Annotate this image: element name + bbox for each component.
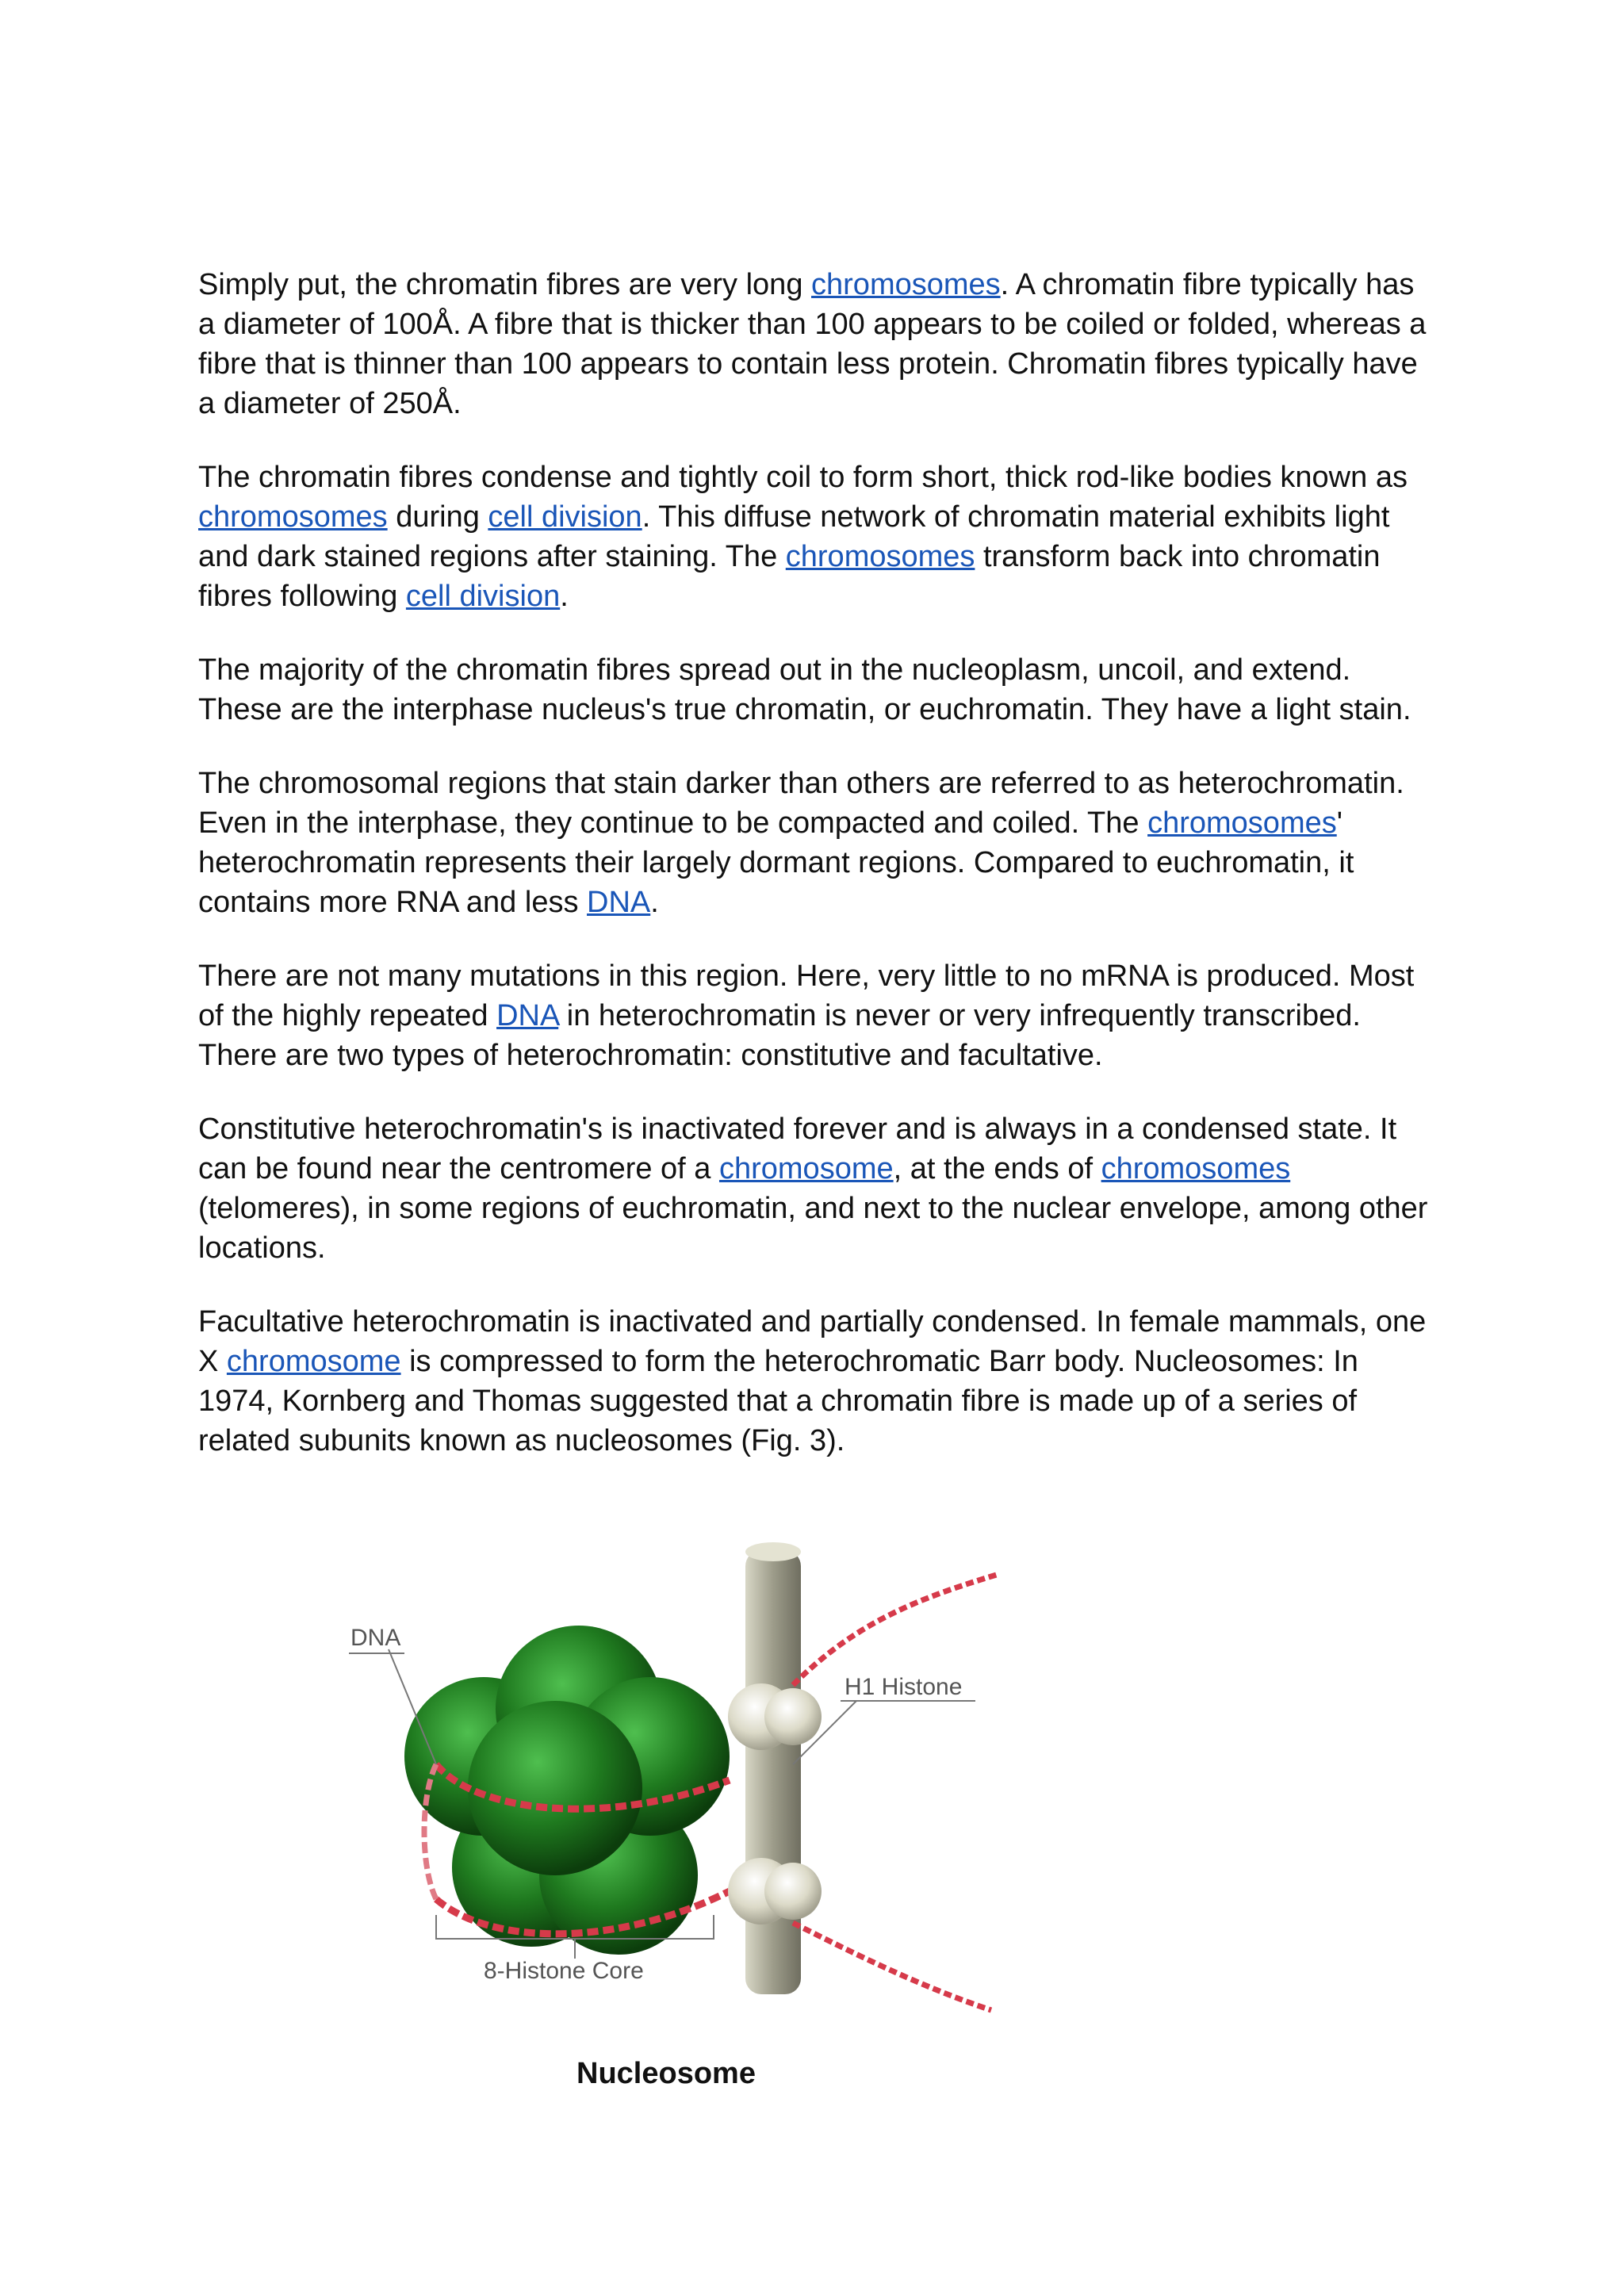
paragraph-text: during <box>387 500 488 534</box>
paragraph-text: is compressed to form the heterochromatic Barr body. Nucleosomes: In 1974, Kornberg and Thomas suggested that a chromatin fibre is made up of a series of related subunits known as nucleosomes (Fig. 3). <box>198 1345 1358 1457</box>
paragraph <box>198 265 1435 423</box>
paragraph-text: (telomeres), in some regions of euchromatin, and next to the nuclear envelope, among other locations. <box>198 1192 1428 1265</box>
histone-core-label: 8-Histone Core <box>484 1958 644 1984</box>
inline-link[interactable]: DNA <box>496 999 559 1032</box>
h1-histone-label: H1 Histone <box>845 1674 963 1700</box>
paragraph-text: in heterochromatin is never or very infrequently transcribed. There are two types of heterochromatin: constitutive and facultative. <box>198 999 1361 1072</box>
inline-link[interactable]: chromosome <box>226 1345 401 1378</box>
nucleosome-figure <box>317 1526 1015 2034</box>
nucleosome-diagram <box>317 1526 1015 2034</box>
histone-core <box>385 1626 730 1955</box>
inline-link[interactable]: chromosomes <box>785 540 975 573</box>
inline-link[interactable]: chromosomes <box>811 268 1001 301</box>
dna-label: DNA <box>350 1625 401 1651</box>
paragraph-text: . This diffuse network of chromatin material exhibits light and dark stained regions after staining. The <box>198 500 1390 573</box>
paragraph-text: ' heterochromatin represents their largely dormant regions. Compared to euchromatin, it contains more RNA and less <box>198 806 1354 919</box>
article-body <box>198 265 1435 1495</box>
paragraph-text: Constitutive heterochromatin's is inactivated forever and is always in a condensed state. It can be found near the centromere of a <box>198 1113 1397 1185</box>
paragraph-text: . <box>650 886 659 919</box>
paragraph <box>198 458 1435 616</box>
paragraph-text: The chromatin fibres condense and tightly coil to form short, thick rod-like bodies known as <box>198 461 1408 494</box>
paragraph <box>198 956 1435 1075</box>
inline-link[interactable]: chromosomes <box>198 500 388 534</box>
paragraph-text: The chromosomal regions that stain darker than others are referred to as heterochromatin. Even in the interphase, they continue to be compacted and coiled. The <box>198 767 1404 840</box>
paragraph <box>198 650 1435 730</box>
paragraph <box>198 1302 1435 1461</box>
paragraph <box>198 764 1435 922</box>
inline-link[interactable]: chromosomes <box>1147 806 1337 840</box>
paragraph-text: Facultative heterochromatin is inactivated and partially condensed. In female mammals, one X <box>198 1305 1427 1378</box>
figure-caption: Nucleosome <box>576 2057 756 2090</box>
paragraph-text: There are not many mutations in this region. Here, very little to no mRNA is produced. Most of the highly repeated <box>198 959 1415 1032</box>
paragraph-text: . <box>560 580 569 613</box>
inline-link[interactable]: cell division <box>405 580 561 613</box>
paragraph-text: Simply put, the chromatin fibres are very long <box>198 268 812 301</box>
linker-dna <box>793 1574 999 2010</box>
paragraph-text: . A chromatin fibre typically has a diameter of 100Å. A fibre that is thicker than 100 appears to be coiled or folded, whereas a fibre that is thinner than 100 appears to contain less protein. Chromatin fibres typically have a diameter of 250Å. <box>198 268 1427 420</box>
inline-link[interactable]: chromosomes <box>1101 1152 1291 1185</box>
paragraph-text: transform back into chromatin fibres following <box>198 540 1381 613</box>
inline-link[interactable]: DNA <box>587 886 651 919</box>
paragraph <box>198 1109 1435 1268</box>
paragraph-text: , at the ends of <box>893 1152 1101 1185</box>
inline-link[interactable]: chromosome <box>718 1152 894 1185</box>
inline-link[interactable]: cell division <box>488 500 642 534</box>
h1-histone-rod <box>728 1542 822 1994</box>
paragraph-text: The majority of the chromatin fibres spread out in the nucleoplasm, uncoil, and extend. These are the interphase nucleus's true chromatin, or euchromatin. They have a light stain. <box>198 653 1411 726</box>
